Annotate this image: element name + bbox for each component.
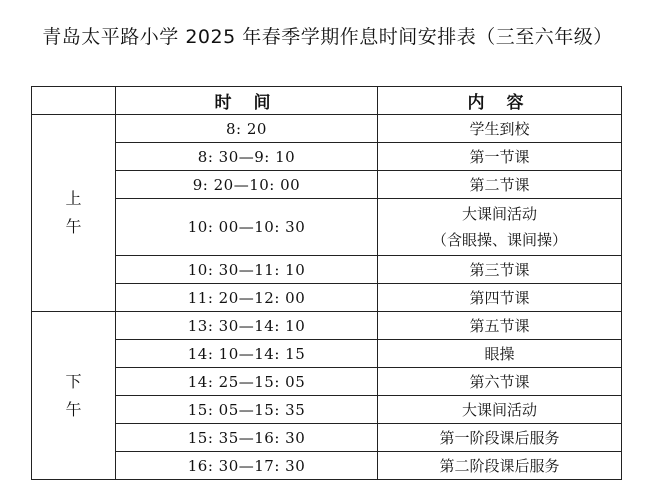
time-cell: 8: 30—9: 10 <box>116 143 378 171</box>
time-cell: 10: 00—10: 30 <box>116 199 378 256</box>
time-cell: 11: 20—12: 00 <box>116 284 378 312</box>
time-cell: 15: 05—15: 35 <box>116 396 378 424</box>
content-cell: 第一节课 <box>378 143 622 171</box>
time-cell: 13: 30—14: 10 <box>116 312 378 340</box>
content-line1: 大课间活动 <box>461 205 537 223</box>
time-cell: 16: 30—17: 30 <box>116 452 378 480</box>
content-cell: 第五节课 <box>378 312 622 340</box>
header-row <box>32 87 622 115</box>
header-period <box>32 87 116 115</box>
content-cell: 第二节课 <box>378 171 622 199</box>
time-cell: 14: 10—14: 15 <box>116 340 378 368</box>
content-cell: 大课间活动 <box>378 396 622 424</box>
content-cell: 学生到校 <box>378 115 622 143</box>
time-cell: 10: 30—11: 10 <box>116 256 378 284</box>
table-row <box>32 284 622 312</box>
morning-label-line1: 上 <box>65 189 82 208</box>
time-cell: 8: 20 <box>116 115 378 143</box>
content-cell: 第四节课 <box>378 284 622 312</box>
table-row <box>32 396 622 424</box>
table-row <box>32 452 622 480</box>
time-cell: 14: 25—15: 05 <box>116 368 378 396</box>
content-cell: 第六节课 <box>378 368 622 396</box>
table-row <box>32 340 622 368</box>
header-content: 内 容 <box>378 87 622 115</box>
afternoon-label-line1: 下 <box>65 371 82 391</box>
content-cell <box>378 199 622 256</box>
table-row <box>32 171 622 199</box>
morning-label-line2: 午 <box>65 217 82 236</box>
schedule-table <box>31 86 622 480</box>
time-cell: 9: 20—10: 00 <box>116 171 378 199</box>
table-row <box>32 115 622 143</box>
header-time: 时 间 <box>116 87 378 115</box>
content-line2: （含眼操、课间操） <box>431 231 567 249</box>
table-row <box>32 143 622 171</box>
table-row <box>32 256 622 284</box>
content-cell: 第一阶段课后服务 <box>378 424 622 452</box>
content-cell: 第三节课 <box>378 256 622 284</box>
table-row <box>32 199 622 256</box>
content-cell: 第二阶段课后服务 <box>378 452 622 480</box>
morning-label <box>32 115 116 312</box>
document-title: 青岛太平路小学 2025 年春季学期作息时间安排表（三至六年级） <box>42 26 613 48</box>
table-row <box>32 368 622 396</box>
table-row <box>32 424 622 452</box>
content-cell: 眼操 <box>378 340 622 368</box>
afternoon-label <box>32 312 116 480</box>
table-row <box>32 312 622 340</box>
afternoon-label-line2: 午 <box>65 399 82 419</box>
time-cell: 15: 35—16: 30 <box>116 424 378 452</box>
